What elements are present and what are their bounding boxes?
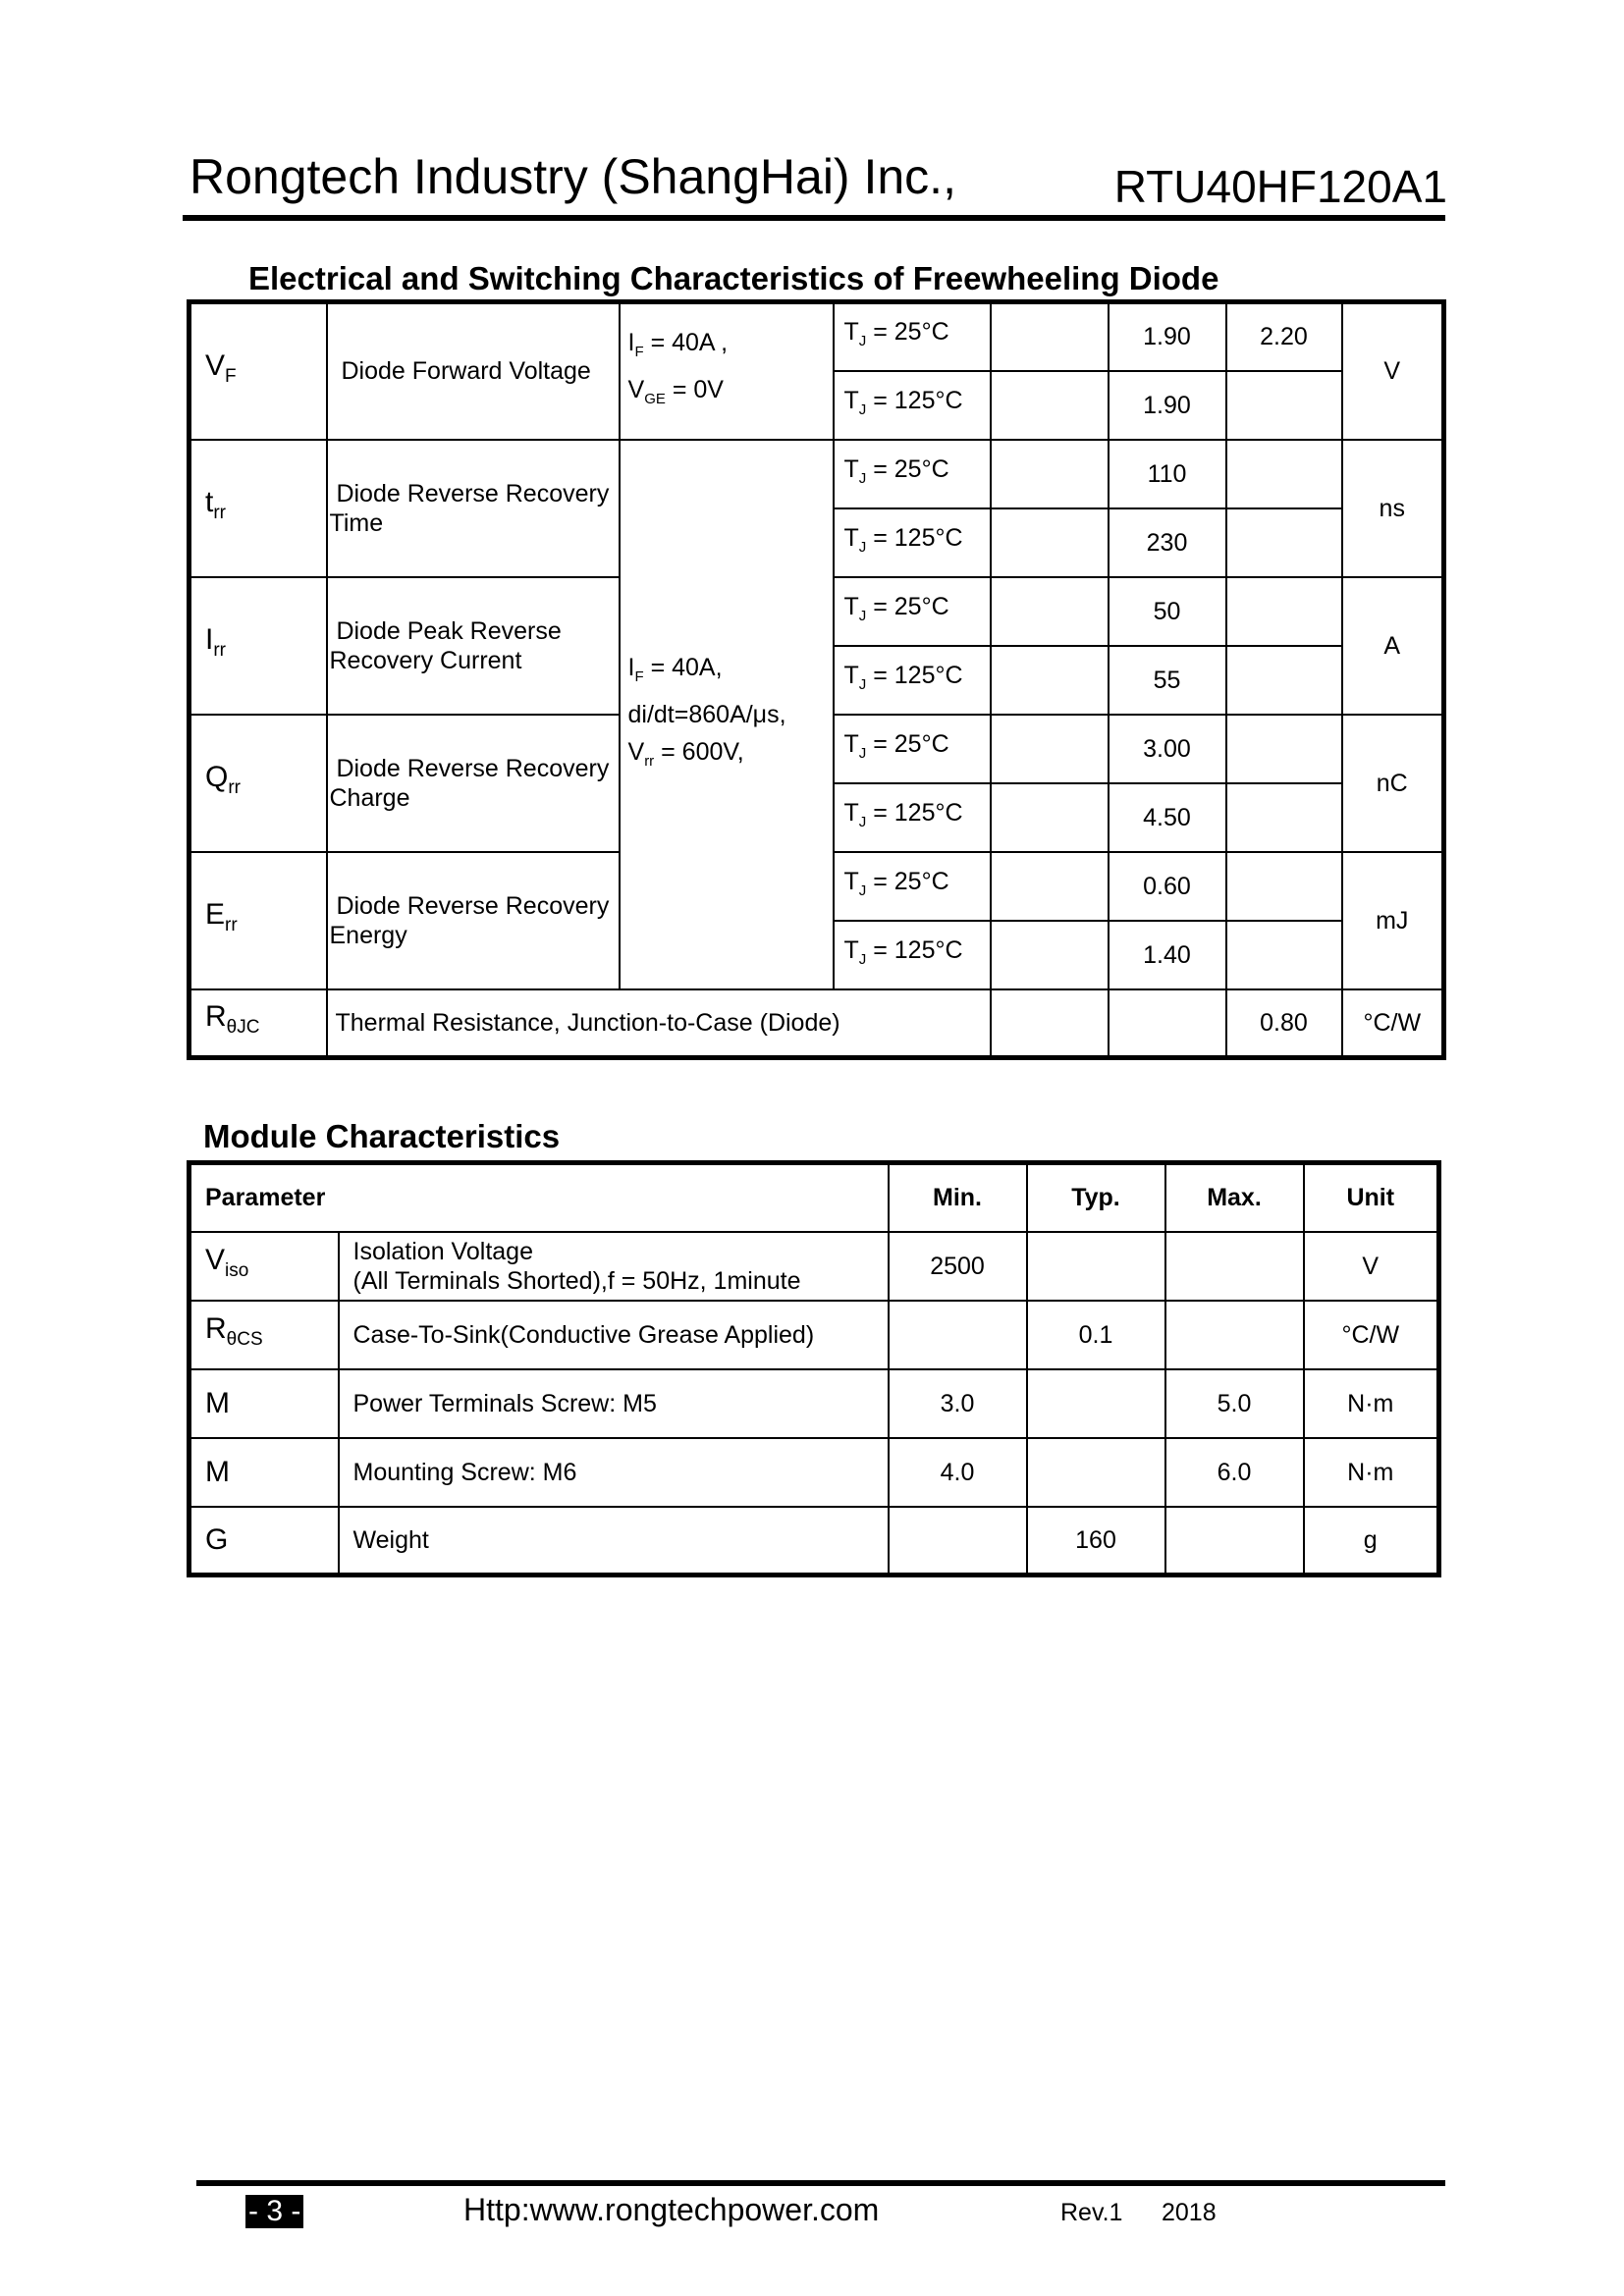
description-cell: Case-To-Sink(Conductive Grease Applied) — [339, 1301, 889, 1369]
table-row — [189, 1438, 1439, 1507]
header-max: Max. — [1165, 1163, 1304, 1232]
symbol-cell: $V_F$ — [189, 302, 327, 440]
unit-cell: ns — [1342, 440, 1444, 577]
temperature-cell: $T_J = 25^\circ C$ — [834, 577, 991, 646]
min-cell — [991, 302, 1109, 371]
description-cell: Diode Peak Reverse Recovery Current — [327, 577, 620, 715]
typ-cell: 1.90 — [1109, 302, 1226, 371]
header-unit: Unit — [1304, 1163, 1439, 1232]
description-cell: Diode Reverse Recovery Time — [327, 440, 620, 577]
condition-cell: $I_F = 40A$ , $V_{GE} = 0V$ — [620, 302, 834, 440]
diode-characteristics-table — [187, 299, 1446, 1060]
min-cell: 4.0 — [889, 1438, 1027, 1507]
symbol-cell: M — [189, 1369, 339, 1438]
unit-cell: g — [1304, 1507, 1439, 1575]
temperature-cell: $T_J = 25^\circ C$ — [834, 852, 991, 921]
max-cell: 6.0 — [1165, 1438, 1304, 1507]
unit-cell: A — [1342, 577, 1444, 715]
max-cell — [1226, 852, 1342, 921]
min-cell — [991, 715, 1109, 783]
min-cell: 2500 — [889, 1232, 1027, 1301]
unit-cell: V — [1304, 1232, 1439, 1301]
min-cell — [991, 508, 1109, 577]
symbol-cell: G — [189, 1507, 339, 1575]
temperature-cell: $T_J = 125^\circ C$ — [834, 371, 991, 440]
diode-section-title: Electrical and Switching Characteristics of Freewheeling Diode — [248, 260, 1219, 296]
min-cell — [991, 646, 1109, 715]
max-cell — [1165, 1232, 1304, 1301]
unit-cell: N·m — [1304, 1438, 1439, 1507]
typ-cell: 4.50 — [1109, 783, 1226, 852]
symbol-cell: $t_{rr}$ — [189, 440, 327, 577]
max-cell: 5.0 — [1165, 1369, 1304, 1438]
company-name: Rongtech Industry (ShangHai) Inc., — [189, 149, 956, 204]
part-number: RTU40HF120A1 — [1113, 161, 1447, 212]
symbol-cell: M — [189, 1438, 339, 1507]
typ-cell: 160 — [1027, 1507, 1165, 1575]
table-row — [189, 1301, 1439, 1369]
typ-cell: 230 — [1109, 508, 1226, 577]
temperature-cell: $T_J = 125^\circ C$ — [834, 921, 991, 989]
description-cell: Mounting Screw: M6 — [339, 1438, 889, 1507]
table-row — [189, 1369, 1439, 1438]
description-cell: Diode Forward Voltage — [327, 302, 620, 440]
min-cell — [991, 577, 1109, 646]
max-cell — [1165, 1301, 1304, 1369]
max-cell — [1226, 440, 1342, 508]
revision-year: 2018 — [1162, 2199, 1217, 2226]
min-cell — [991, 989, 1109, 1058]
temperature-cell: $T_J = 125^\circ C$ — [834, 646, 991, 715]
unit-cell: mJ — [1342, 852, 1444, 989]
typ-cell: 1.90 — [1109, 371, 1226, 440]
typ-cell — [1027, 1369, 1165, 1438]
module-section-title: Module Characteristics — [203, 1118, 561, 1154]
symbol-cell: $E_{rr}$ — [189, 852, 327, 989]
page-number: - 3 - — [245, 2195, 303, 2228]
max-cell — [1226, 577, 1342, 646]
typ-cell: 0.1 — [1027, 1301, 1165, 1369]
description-cell: Diode Reverse Recovery Charge — [327, 715, 620, 852]
description-cell: Diode Reverse Recovery Energy — [327, 852, 620, 989]
unit-cell: nC — [1342, 715, 1444, 852]
header-typ: Typ. — [1027, 1163, 1165, 1232]
symbol-cell: $Q_{rr}$ — [189, 715, 327, 852]
max-cell — [1226, 783, 1342, 852]
min-cell — [889, 1301, 1027, 1369]
max-cell — [1226, 371, 1342, 440]
min-cell: 3.0 — [889, 1369, 1027, 1438]
description-cell: Power Terminals Screw: M5 — [339, 1369, 889, 1438]
typ-cell: 0.60 — [1109, 852, 1226, 921]
max-cell — [1226, 921, 1342, 989]
typ-cell — [1109, 989, 1226, 1058]
temperature-cell: $T_J = 25^\circ C$ — [834, 440, 991, 508]
temperature-cell: $T_J = 125^\circ C$ — [834, 783, 991, 852]
min-cell — [991, 440, 1109, 508]
symbol-cell: $R_{\theta JC}$ — [189, 989, 327, 1058]
table-header-row — [189, 1163, 1439, 1232]
table-row — [189, 302, 1444, 371]
header-rule — [183, 215, 1445, 221]
typ-cell: 1.40 — [1109, 921, 1226, 989]
typ-cell: 50 — [1109, 577, 1226, 646]
table-row — [189, 989, 1444, 1058]
table-row — [189, 1507, 1439, 1575]
max-cell: 0.80 — [1226, 989, 1342, 1058]
typ-cell: 110 — [1109, 440, 1226, 508]
symbol-cell: $I_{rr}$ — [189, 577, 327, 715]
website-url: Http:www.rongtechpower.com — [463, 2192, 880, 2227]
table-row — [189, 440, 1444, 508]
max-cell — [1226, 715, 1342, 783]
min-cell — [991, 371, 1109, 440]
module-characteristics-table — [187, 1160, 1441, 1577]
description-cell: Weight — [339, 1507, 889, 1575]
min-cell — [991, 852, 1109, 921]
description-cell: Thermal Resistance, Junction-to-Case (Diode) — [327, 989, 991, 1058]
max-cell — [1226, 508, 1342, 577]
typ-cell — [1027, 1438, 1165, 1507]
temperature-cell: $T_J = 25^\circ C$ — [834, 302, 991, 371]
revision-label: Rev.1 — [1060, 2199, 1123, 2226]
min-cell — [889, 1507, 1027, 1575]
switching-condition-cell: $I_F = 40A$, di/dt=860A/μs, $V_{rr} = 600V$, — [620, 440, 834, 989]
typ-cell: 55 — [1109, 646, 1226, 715]
min-cell — [991, 921, 1109, 989]
max-cell: 2.20 — [1226, 302, 1342, 371]
header-parameter: Parameter — [189, 1163, 889, 1232]
unit-cell: N·m — [1304, 1369, 1439, 1438]
temperature-cell: $T_J = 25^\circ C$ — [834, 715, 991, 783]
typ-cell — [1027, 1232, 1165, 1301]
max-cell — [1165, 1507, 1304, 1575]
description-cell: Isolation Voltage (All Terminals Shorted),f = 50Hz, 1minute — [339, 1232, 889, 1301]
table-row — [189, 1232, 1439, 1301]
unit-cell: °C/W — [1342, 989, 1444, 1058]
symbol-cell: $R_{\theta CS}$ — [189, 1301, 339, 1369]
temperature-cell: $T_J = 125^\circ C$ — [834, 508, 991, 577]
typ-cell: 3.00 — [1109, 715, 1226, 783]
header-min: Min. — [889, 1163, 1027, 1232]
unit-cell: °C/W — [1304, 1301, 1439, 1369]
max-cell — [1226, 646, 1342, 715]
min-cell — [991, 783, 1109, 852]
footer-rule — [196, 2180, 1445, 2186]
unit-cell: V — [1342, 302, 1444, 440]
symbol-cell: $V_{iso}$ — [189, 1232, 339, 1301]
